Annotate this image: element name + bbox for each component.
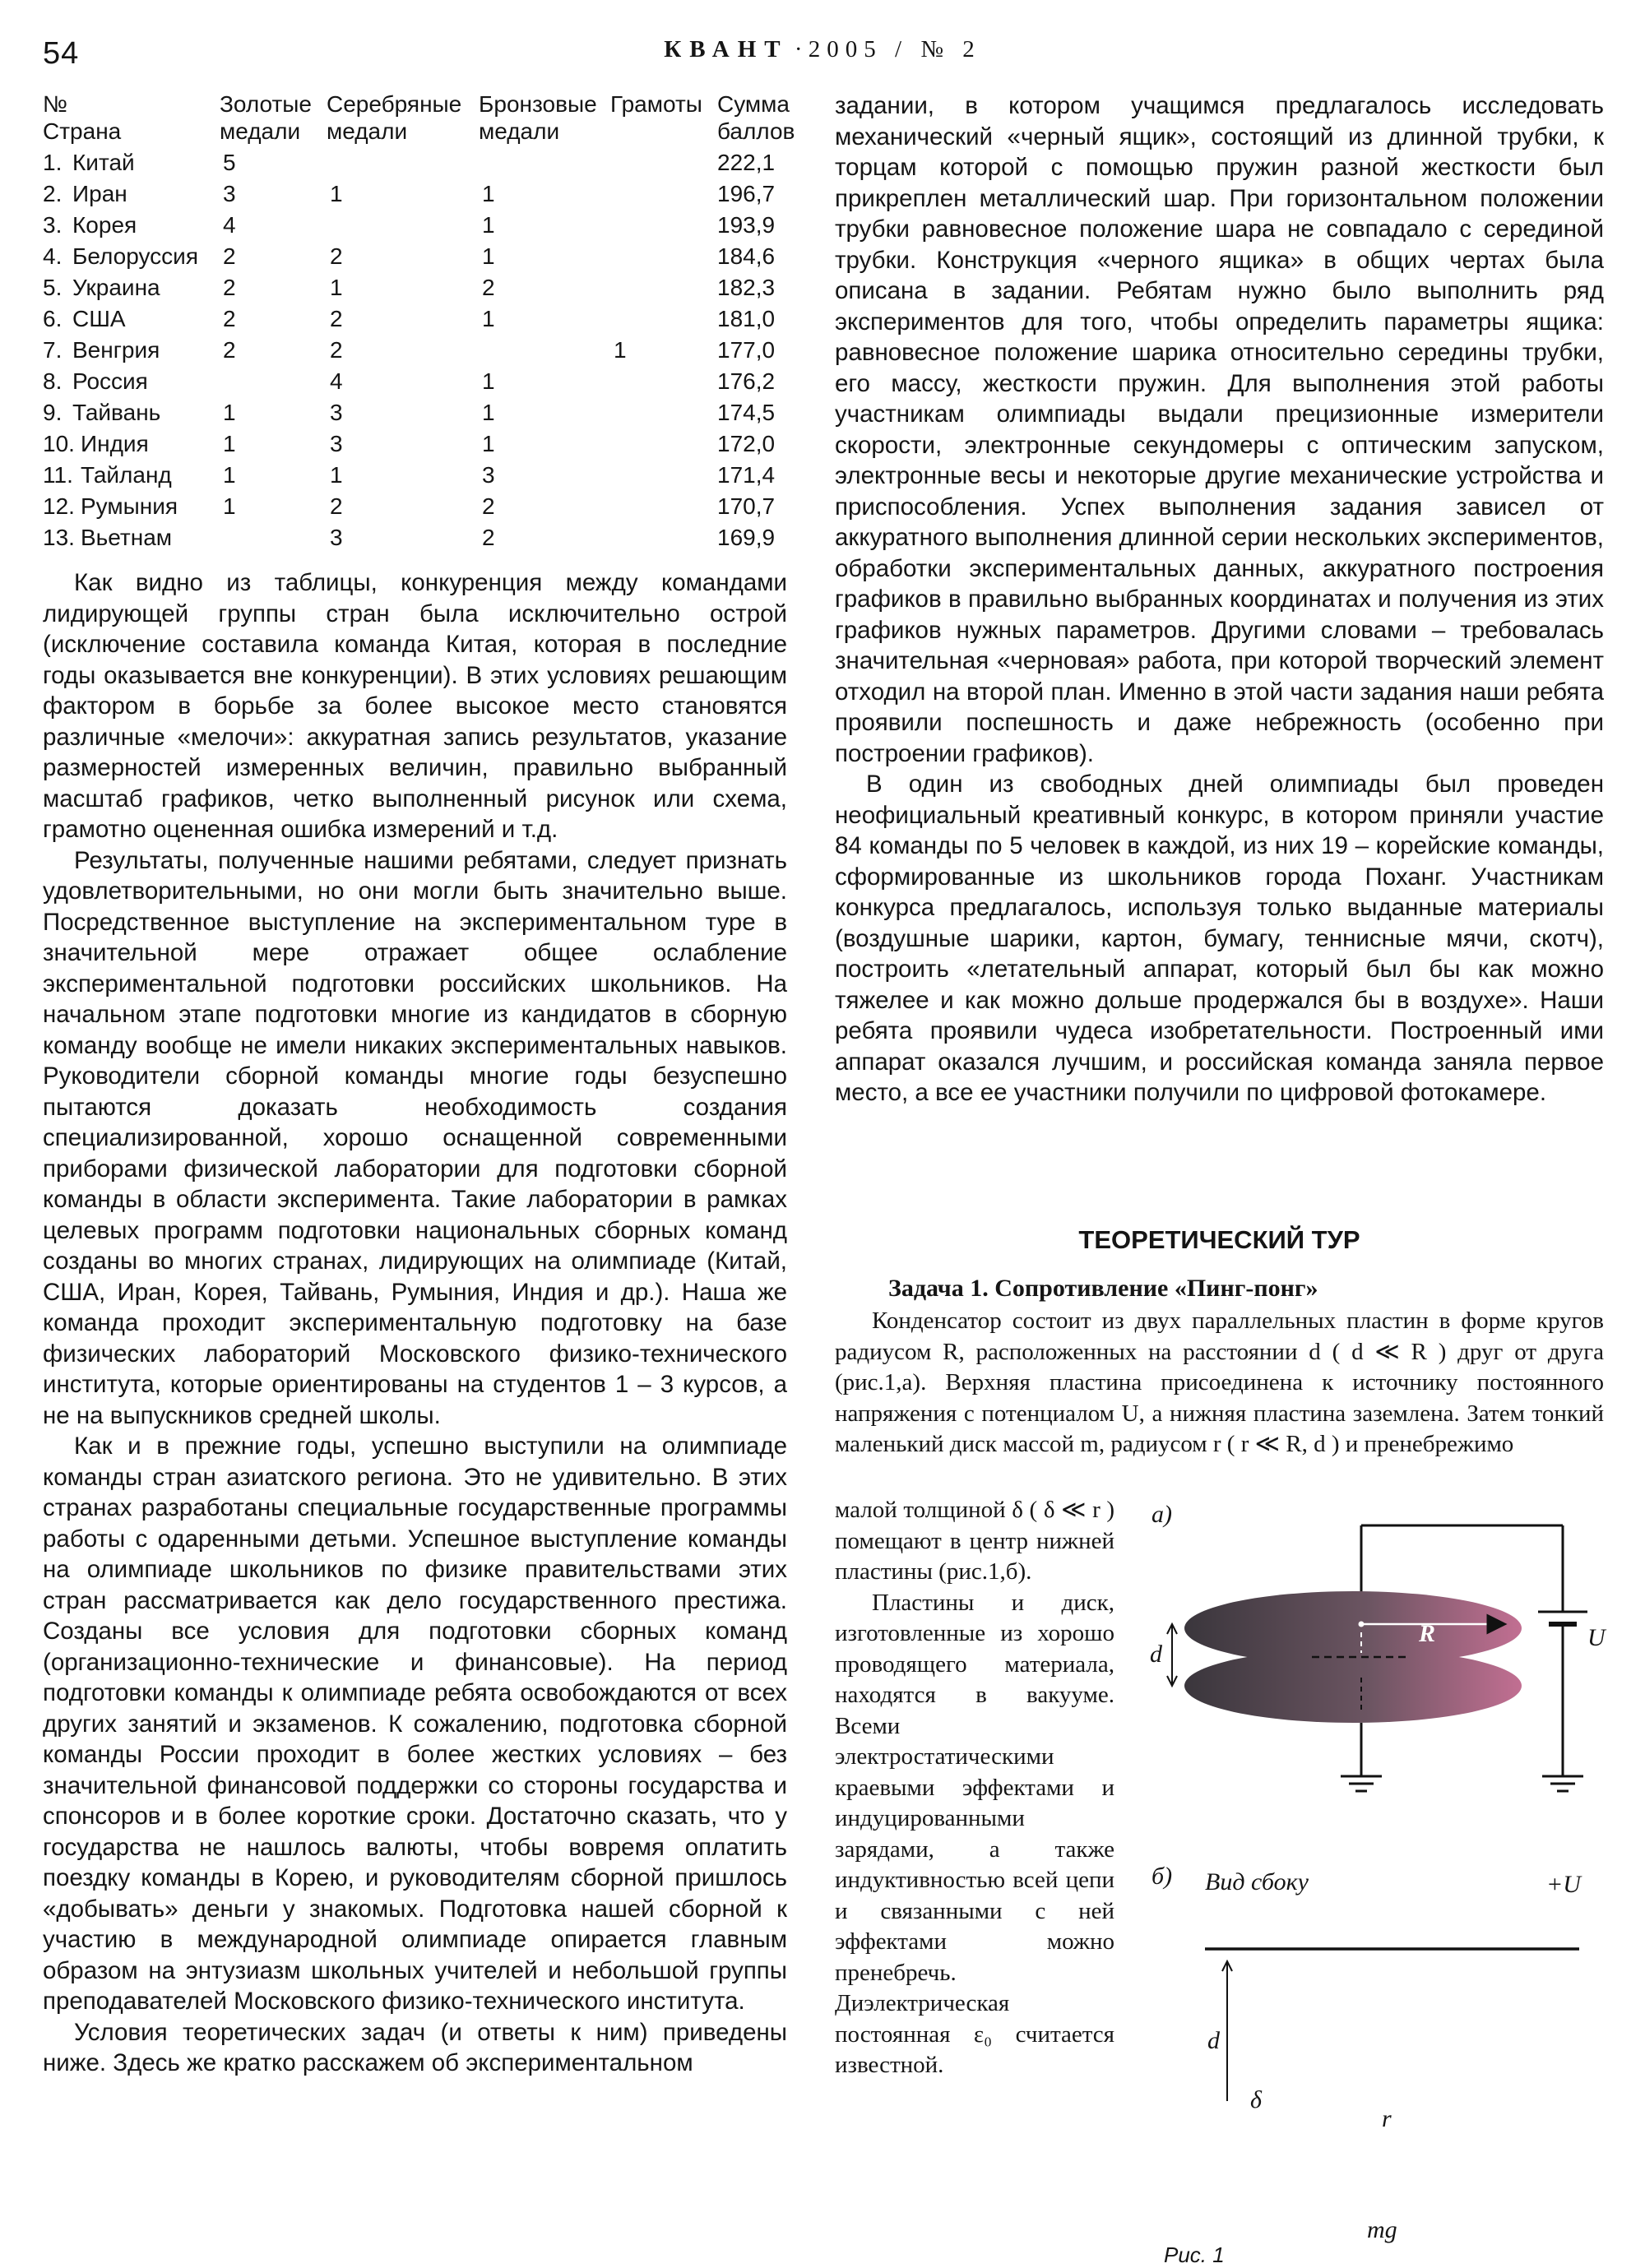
cell-silver: 4 bbox=[330, 368, 343, 394]
cell-bronze: 1 bbox=[482, 306, 495, 331]
table-row bbox=[43, 461, 808, 492]
table-row bbox=[43, 273, 808, 304]
figure-caption: Рис. 1 bbox=[1164, 2243, 1225, 2267]
center-dot bbox=[1359, 1622, 1365, 1627]
label-delta: δ bbox=[1250, 2086, 1262, 2113]
header-separator: · bbox=[794, 36, 803, 62]
label-mg: mg bbox=[1367, 2216, 1397, 2243]
cell-sum: 193,9 bbox=[717, 212, 776, 238]
cell-bronze: 2 bbox=[482, 525, 495, 550]
cell-rank: 4. bbox=[43, 243, 63, 269]
section-title: ТЕОРЕТИЧЕСКИЙ ТУР bbox=[1078, 1225, 1360, 1254]
cell-country: Тайланд bbox=[81, 462, 172, 488]
table-row bbox=[43, 211, 808, 242]
task-paragraph: Пластины и диск, изготовленные из хорошо проводящего материала, находятся в вакууме. Всеми электростатическими краевыми эффектами и индуцированными зарядами, а также индуктивностью всей цепи и связанными с ней эффектами можно пренебречь. Диэлектрическая постоянная ε₀ считается известной. bbox=[835, 1589, 1114, 2078]
cell-silver: 2 bbox=[330, 493, 343, 519]
cell-gold: 2 bbox=[223, 306, 236, 331]
label-U: U bbox=[1587, 1624, 1606, 1651]
cell-silver: 2 bbox=[330, 337, 343, 363]
paragraph: В один из свободных дней олимпиады был проведен неофициальный креативный конкурс, в котором приняли участие 84 команды по 5 человек в каждой, из них 19 – корейские команды, сформированные из школьников города Поханг. Участникам конкурса предлагалось, используя только выданные материалы (воздушные шарики, картон, бумагу, теннисные мячи, скотч), построить «летательный аппарат, который был бы как можно тяжелее и как можно дольше продержался бы в воздухе». Наши ребята проявили чудеса изобретательности. Построенный ими аппарат оказался лучшим, и российская команда заняла первое место, а все ее участники получили по цифровой фотокамере. bbox=[835, 771, 1604, 1106]
figure-label-b: б) bbox=[1152, 1863, 1173, 1890]
header-silver: Серебряные медали bbox=[327, 91, 462, 144]
header-sum: Сумма баллов bbox=[717, 91, 795, 144]
cell-silver: 1 bbox=[330, 462, 343, 488]
cell-rank: 3. bbox=[43, 212, 63, 238]
cell-sum: 172,0 bbox=[717, 431, 776, 456]
cell-country: Иран bbox=[72, 181, 127, 206]
task-title: Задача 1. Сопротивление «Пинг-понг» bbox=[888, 1275, 1318, 1302]
cell-gold: 4 bbox=[223, 212, 236, 238]
cell-gold: 1 bbox=[223, 493, 236, 519]
cell-country: Китай bbox=[72, 150, 135, 175]
cell-bronze: 1 bbox=[482, 243, 495, 269]
cell-rank: 9. bbox=[43, 400, 63, 425]
figure-drawing bbox=[1143, 1501, 1620, 2101]
cell-silver: 3 bbox=[330, 525, 343, 550]
cell-silver: 3 bbox=[330, 431, 343, 456]
cell-country: США bbox=[72, 306, 126, 331]
issue-number: 2005 / № 2 bbox=[808, 36, 981, 62]
figure-label-a: а) bbox=[1152, 1501, 1172, 1528]
cell-sum: 170,7 bbox=[717, 493, 776, 519]
figure-1 bbox=[1143, 1501, 1620, 2267]
table-row bbox=[43, 148, 808, 179]
cell-country: Венгрия bbox=[72, 337, 160, 363]
magazine-title: КВАНТ bbox=[664, 36, 789, 62]
right-column-text bbox=[835, 90, 1604, 1109]
cell-gold: 2 bbox=[223, 337, 236, 363]
cell-rank: 5. bbox=[43, 275, 63, 300]
cell-silver: 1 bbox=[330, 181, 343, 206]
table-row bbox=[43, 242, 808, 273]
cell-silver: 3 bbox=[330, 400, 343, 425]
cell-gold: 1 bbox=[223, 462, 236, 488]
cell-country: Белоруссия bbox=[72, 243, 198, 269]
cell-rank: 13. bbox=[43, 525, 75, 550]
table-row bbox=[43, 367, 808, 398]
label-d-b: d bbox=[1207, 2027, 1220, 2054]
cell-sum: 176,2 bbox=[717, 368, 776, 394]
paragraph: задании, в котором учащимся предлагалось исследовать механический «черный ящик», состоящий из длинной трубки, к торцам которой с помощью пружин разной жесткости был прикреплен металлический шар. При горизонтальном положении трубки равновесное положение шара не совпадало с серединой трубки. Конструкция «черного ящика» в общих чертах была описана в задании. Ребятам нужно было выполнить ряд экспериментов для того, чтобы определить параметры ящика: равновесное положение шарика относительно середины трубки, его массу, жесткости пружин. Для выполнения этой работы участникам олимпиады выдали прецизионные измерители скорости, электронные секундомеры с оптическим запуском, электронные весы и некоторые другие механические устройства и приспособления. Успех выполнения задания зависел от аккуратного выполнения длинной серии нескольких экспериментов, обработки экспериментальных данных, аккуратного построения графиков в правильно выбранных координатах и получения из этих графиков нужных параметров. Другими словами – требовалась значительная «черновая» работа, при которой творческий элемент отходил на второй план. Именно в этой части задания наши ребята проявили поспешность и даже небрежность (особенно при построении графиков). bbox=[835, 92, 1604, 767]
label-d-a: d bbox=[1150, 1641, 1162, 1668]
cell-bronze: 2 bbox=[482, 275, 495, 300]
table-body bbox=[43, 148, 808, 554]
cell-gold: 5 bbox=[223, 150, 236, 175]
cell-silver: 2 bbox=[330, 243, 343, 269]
cell-sum: 196,7 bbox=[717, 181, 776, 206]
cell-country: Украина bbox=[72, 275, 160, 300]
cell-country: Вьетнам bbox=[81, 525, 173, 550]
cell-sum: 181,0 bbox=[717, 306, 776, 331]
paragraph: Результаты, полученные нашими ребятами, следует признать удовлетворительными, но они могли быть значительно выше. Посредственное выступление на экспериментальном туре в значительной мере отражает общее ослабление экспериментальной подготовки российских школьников. На начальном этапе подготовки многие из кандидатов в сборную команду вообще не имели никаких экспериментальных навыков. Руководители сборной команды многие годы безуспешно пытаются доказать необходимость создания специализированной, хорошо оснащенной современными приборами физической лаборатории для подготовки сборной команды в области эксперимента. Такие лаборатории в рамках целевых программ подготовки национальных сборных команд созданы во многих странах, лидирующих на олимпиаде (Китай, США, Иран, Корея, Тайвань, Румыния, Индия и др.). Наша же команда проходит экспериментальную подготовку на базе физических лабораторий Московского физико-технического института, которые ориентированы на студентов 1 – 3 курсов, а не на выпускников средней школы. bbox=[43, 846, 787, 1429]
cell-bronze: 1 bbox=[482, 400, 495, 425]
lower-plate bbox=[1184, 1649, 1522, 1723]
cell-rank: 7. bbox=[43, 337, 63, 363]
task-text bbox=[835, 1306, 1604, 1460]
header-gramota: Грамоты bbox=[610, 91, 702, 117]
cell-gold: 2 bbox=[223, 275, 236, 300]
running-header bbox=[0, 36, 1645, 63]
task-text-narrow bbox=[835, 1495, 1114, 2081]
cell-gold: 2 bbox=[223, 243, 236, 269]
cell-sum: 171,4 bbox=[717, 462, 776, 488]
label-r: r bbox=[1382, 2105, 1392, 2132]
cell-rank: 2. bbox=[43, 181, 63, 206]
cell-gramota: 1 bbox=[614, 337, 627, 363]
cell-rank: 8. bbox=[43, 368, 63, 394]
cell-bronze: 1 bbox=[482, 212, 495, 238]
cell-sum: 222,1 bbox=[717, 150, 776, 175]
header-bronze: Бронзовые медали bbox=[479, 91, 597, 144]
paragraph: Как видно из таблицы, конкуренция между командами лидирующей группы стран была исключительно острой (исключение составила команда Китая, которая в последние годы оказывается вне конкуренции). В этих условиях решающим фактором в борьбе за более высокое место становятся различные «мелочи»: аккуратная запись результатов, указание размерностей измеренных величин, правильно выбранный масштаб графиков, четко выполненный рисунок или схема, грамотно оцененная ошибка измерений и т.д. bbox=[43, 569, 787, 843]
cell-rank: 1. bbox=[43, 150, 63, 175]
cell-silver: 2 bbox=[330, 306, 343, 331]
cell-sum: 174,5 bbox=[717, 400, 776, 425]
cell-rank: 6. bbox=[43, 306, 63, 331]
cell-gold: 1 bbox=[223, 400, 236, 425]
cell-rank: 11. bbox=[43, 462, 73, 488]
label-side-view: Вид сбоку bbox=[1205, 1868, 1309, 1895]
cell-country: Румыния bbox=[81, 493, 178, 519]
cell-country: Корея bbox=[72, 212, 137, 238]
cell-rank: 12. bbox=[43, 493, 75, 519]
cell-bronze: 2 bbox=[482, 493, 495, 519]
table-row bbox=[43, 179, 808, 211]
cell-country: Россия bbox=[72, 368, 148, 394]
table-row bbox=[43, 304, 808, 336]
cell-country: Тайвань bbox=[72, 400, 161, 425]
table-header bbox=[43, 90, 808, 148]
cell-sum: 177,0 bbox=[717, 337, 776, 363]
cell-sum: 182,3 bbox=[717, 275, 776, 300]
table-row bbox=[43, 336, 808, 367]
label-plus-U: +U bbox=[1546, 1871, 1581, 1898]
label-R: R bbox=[1419, 1620, 1436, 1647]
cell-silver: 1 bbox=[330, 275, 343, 300]
cell-bronze: 1 bbox=[482, 431, 495, 456]
cell-bronze: 1 bbox=[482, 368, 495, 394]
cell-bronze: 3 bbox=[482, 462, 495, 488]
cell-sum: 169,9 bbox=[717, 525, 776, 550]
paragraph: Как и в прежние годы, успешно выступили на олимпиаде команды стран азиатского региона. Это не удивительно. В этих странах разработаны специальные государственные программы работы с одаренными детьми. Успешное выступление команды на олимпиаде школьников по физике правительствами этих стран рассматривается как дело государственного престижа. Созданы все условия для подготовки сборных команд (организационно-технические и финансовые). На период подготовки команды к олимпиаде ребята освобождаются от всех других занятий и экзаменов. К сожалению, подготовка сборной команды России проходит в более жестких условиях – без значительной финансовой поддержки со стороны государства и спонсоров и в более короткие сроки. Достаточно сказать, что у государства не нашлось валюты, чтобы вовремя оплатить поездку команды в Корею, и руководителям сборной пришлось «добывать» деньги у знакомых. Подготовка нашей сборной к участию в международной олимпиаде опирается главным образом на энтузиазм школьных учителей и небольшой группы преподавателей Московского физико-технического института. bbox=[43, 1433, 787, 2015]
table-row bbox=[43, 492, 808, 523]
left-column-text bbox=[43, 567, 787, 2079]
cell-country: Индия bbox=[81, 431, 149, 456]
cell-bronze: 1 bbox=[482, 181, 495, 206]
table-row bbox=[43, 523, 808, 554]
cell-sum: 184,6 bbox=[717, 243, 776, 269]
task-paragraph: Конденсатор состоит из двух параллельных пластин в форме кругов радиусом R, расположенных на расстоянии d ( d ≪ R ) друг от друга (рис.1,а). Верхняя пластина присоединена к источнику постоянного напряжения с потенциалом U, а нижняя пластина заземлена. Затем тонкий маленький диск массой m, радиусом r ( r ≪ R, d ) и пренебрежимо bbox=[835, 1308, 1604, 1457]
cell-gold: 1 bbox=[223, 431, 236, 456]
header-gold: Золотые медали bbox=[220, 91, 312, 144]
paragraph: Условия теоретических задач (и ответы к ним) приведены ниже. Здесь же кратко расскажем об экспериментальном bbox=[43, 2018, 787, 2076]
table-row bbox=[43, 429, 808, 461]
cell-rank: 10. bbox=[43, 431, 75, 456]
task-paragraph: малой толщиной δ ( δ ≪ r ) помещают в центр нижней пластины (рис.1,б). bbox=[835, 1497, 1114, 1585]
header-rank-country: № Страна bbox=[43, 91, 122, 144]
page-number: 54 bbox=[43, 36, 80, 71]
results-table bbox=[43, 90, 808, 554]
cell-gold: 3 bbox=[223, 181, 236, 206]
table-row bbox=[43, 398, 808, 429]
